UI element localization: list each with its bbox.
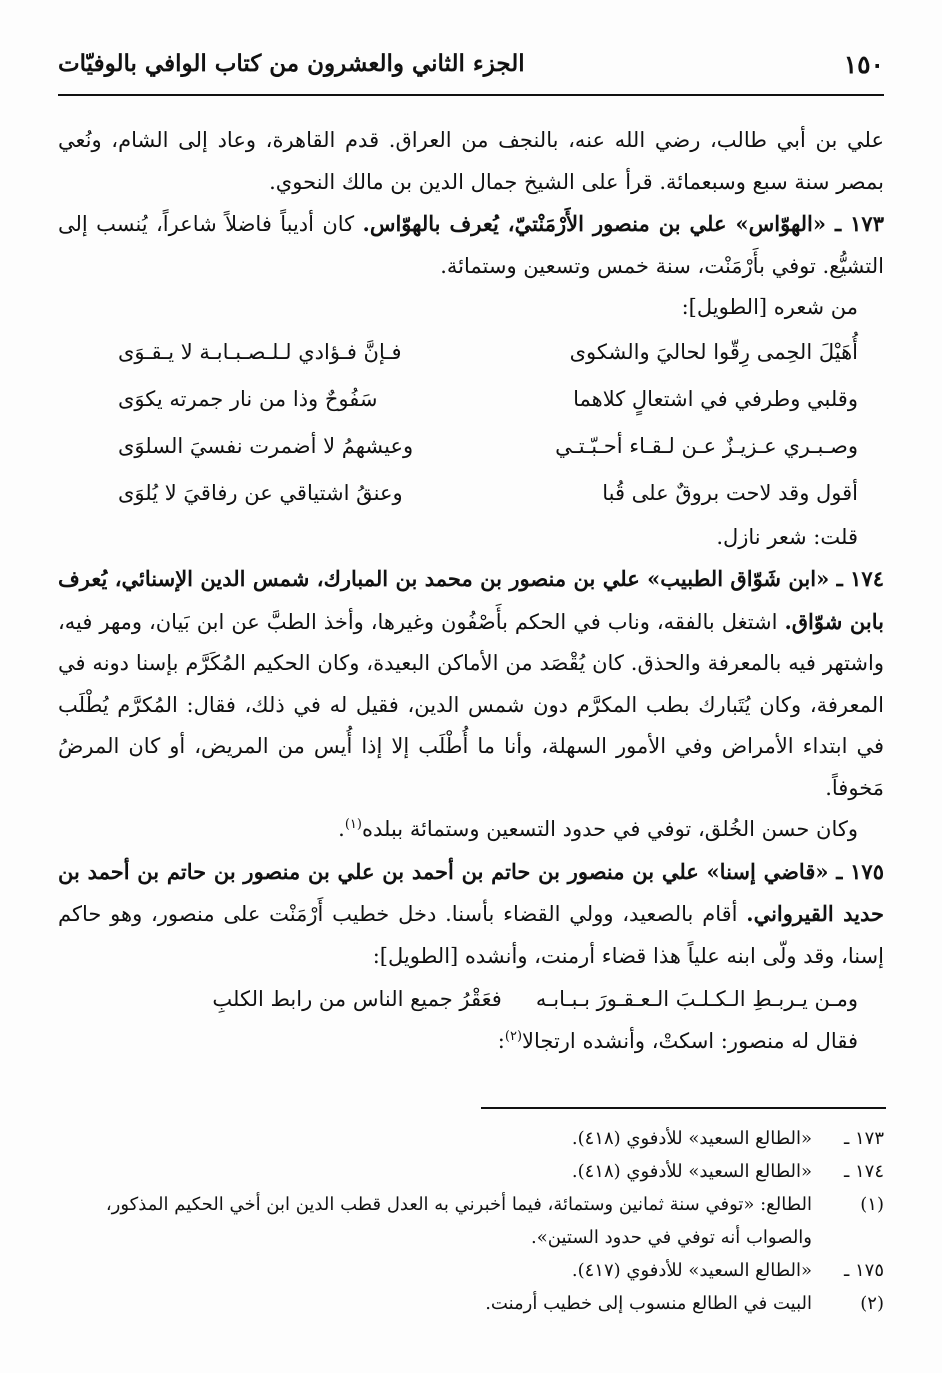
verse-line: [58, 423, 858, 470]
footnote-text: «الطالع السعيد» للأدفوي (٤١٧).: [571, 1260, 812, 1281]
verse-first-hemistich: أقول وقد لاحت بروقٌ على قُبا: [602, 480, 858, 505]
verse-line: [58, 977, 858, 1021]
verse-second-hemistich: سَفُوحٌ وذا من نار جمرته يكوَى: [118, 386, 378, 411]
running-title: الجزء الثاني والعشرون من كتاب الوافي بالوفيّات: [58, 50, 525, 77]
footnote-text: «الطالع السعيد» للأدفوي (٤١٨).: [571, 1128, 812, 1149]
entry-173: [58, 203, 884, 287]
verse-first-hemistich: وقلبي وطرفي في اشتعالٍ كلاهما: [573, 386, 858, 411]
verse-first-hemistich: أُهَيْلَ الحِمى رِقّوا لحاليَ والشكوى: [569, 339, 858, 364]
footnote-separator: [58, 1107, 886, 1109]
verse-line: [58, 470, 858, 517]
footnote: [58, 1122, 884, 1155]
footnote-text: البيت في الطالع منسوب إلى خطيب أرمنت.: [485, 1293, 812, 1314]
footnotes: [58, 1122, 884, 1320]
verse-first-hemistich: ومـن يـربـطِ الـكـلـبَ الـعـقـورَ بـبـابـه: [535, 987, 858, 1011]
closing-line-text: فقال له منصور: اسكتْ، وأنشده ارتجالا: [522, 1029, 858, 1053]
header-rule: [58, 94, 884, 96]
footnote-marker: ١٧٥ ـ: [843, 1260, 884, 1281]
verse-line: [58, 329, 858, 376]
verse-line: [58, 376, 858, 423]
footnote-marker: ١٧٤ ـ: [843, 1161, 884, 1182]
footnote-marker: (٢): [860, 1293, 884, 1314]
footnote-marker: (١): [860, 1194, 884, 1215]
author-comment: قلت: شعر نازل.: [716, 524, 858, 549]
main-text: [58, 120, 884, 1063]
closing-line-end: :: [497, 1029, 505, 1053]
verse-second-hemistich: وعنقُ اشتياقي عن رفاقيَ لا يُلوَى: [118, 480, 403, 505]
entry-174-death-text: وكان حسن الخُلق، توفي في حدود التسعين وستمائة ببلده: [361, 817, 858, 841]
verse-first-hemistich: وصـبـري عـزيـزٌ عـن لـقـاء أحـبّـتـي: [555, 433, 858, 458]
footnote: [58, 1287, 884, 1320]
running-header: [58, 46, 884, 86]
footnote: [58, 1188, 884, 1254]
intro-paragraph: علي بن أبي طالب، رضي الله عنه، بالنجف من العراق. قدم القاهرة، وعاد إلى الشام، ونُعي بمصر سنة سبع وسبعمائة. قرأ على الشيخ جمال الدين بن مالك النحوي.: [58, 128, 884, 194]
verses-173: [58, 329, 884, 517]
entry-174-text: اشتغل بالفقه، وناب في الحكم بأَصْفُون وغيرها، وأخذ الطبَّ عن ابن بَيان، ومهر فيه، واشتهر فيه بالمعرفة والحذق. كان يُقْصَد من الأماكن البعيدة، وكان الحكيم المُكَرَّم بإسنا دونه في المعرفة، وكان يُتَبارك بطب المكرَّم دون شمس الدين، فقيل له في ذلك، فقال: المُكرَّم يُطْلَب في ابتداء الأمراض وفي الأمور السهلة، وأنا ما أُطْلَب إلا إذا أُيس من المريض، أو كان المرضُ مَخوفاً.: [58, 609, 884, 800]
footnote: [58, 1254, 884, 1287]
footnote-text: «الطالع السعيد» للأدفوي (٤١٨).: [571, 1161, 812, 1182]
footnote-mark: (١): [344, 817, 362, 832]
entry-173-heading: ١٧٣ ـ «الهوّاس» علي بن منصور الأَرْمَنْتيّ، يُعرف بالهوّاس.: [362, 211, 884, 236]
footnote-mark: (٢): [504, 1029, 523, 1044]
verse-second-hemistich: فـإنَّ فـؤادي لـلـصـبـابـة لا يـقـوَى: [118, 339, 402, 364]
footnote-marker: ١٧٣ ـ: [843, 1128, 884, 1149]
verse-second-hemistich: وعيشهمُ لا أضمرت نفسيَ السلوَى: [118, 433, 414, 458]
verse-second-hemistich: فعَقْرُ جميع الناس من رابط الكلبِ: [212, 987, 502, 1011]
footnote: [58, 1155, 884, 1188]
sentence-end: .: [338, 817, 345, 841]
entry-175-text: أقام بالصعيد، وولي القضاء بأسنا. دخل خطيب أَرْمَنْت على منصور، وهو حاكم إسنا، وقد ولّى ابنه علياً هذا قضاء أرمنت، وأنشده [الطويل]:: [58, 902, 884, 968]
closing-line: [58, 1021, 884, 1063]
entry-174-heading: ١٧٤ ـ «ابن شَوّاق الطبيب» علي بن منصور بن محمد بن المبارك، شمس الدين الإسنائي، يُعرف بابن شوّاق.: [58, 566, 884, 634]
footnote-text: الطالع: «توفي سنة ثمانين وستمائة، فيما أخبرني به العدل قطب الدين ابن أخي الحكيم المذكور، والصواب أنه توفي في حدود الستين».: [105, 1194, 812, 1248]
entry-174-death: [58, 809, 884, 851]
entry-175-heading: ١٧٥ ـ «قاضي إسنا» علي بن منصور بن حاتم بن أحمد بن علي بن منصور بن حاتم بن أحمد بن حديد القيرواني.: [58, 858, 884, 926]
poetry-intro: من شعره [الطويل]:: [681, 295, 858, 319]
verse-175: [58, 977, 884, 1021]
entry-173-text: كان أديباً فاضلاً شاعراً، يُنسب إلى التشيُّع. توفي بأَرْمَنْت، سنة خمس وتسعين وستمائة.: [58, 212, 884, 278]
entry-174: [58, 558, 884, 809]
page-number: ١٥٠: [843, 50, 884, 79]
entry-175: [58, 851, 884, 978]
